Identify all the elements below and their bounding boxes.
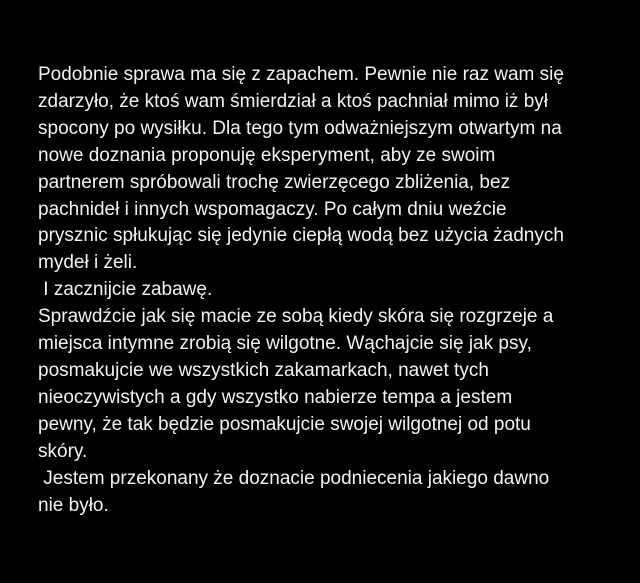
text-line: pachnideł i innych wspomagaczy. Po całym dniu weźcie [38, 198, 507, 220]
text-line: I zacznijcie zabawę. [38, 279, 213, 301]
text-line: zdarzyło, że ktoś wam śmierdział a ktoś pachniał mimo iż był [38, 90, 549, 112]
text-line: mydeł i żeli. [38, 252, 138, 274]
text-line: nowe doznania proponuję eksperyment, aby ze swoim [38, 144, 496, 166]
text-line: spocony po wysiłku. Dla tego tym odważniejszym otwartym na [38, 117, 562, 139]
text-line: Podobnie sprawa ma się z zapachem. Pewnie nie raz wam się [38, 64, 564, 85]
text-line: posmakujcie we wszystkich zakamarkach, nawet tych [38, 359, 489, 381]
text-line: pewny, że tak będzie posmakujcie swojej wilgotnej od potu [38, 413, 531, 435]
text-line: Jestem przekonany że doznacie podniecenia jakiego dawno [38, 467, 550, 489]
text-line: nieoczywistych a gdy wszystko nabierze tempa a jestem [38, 386, 513, 408]
text-line: nie było. [38, 494, 109, 516]
text-line: Sprawdźcie jak się macie ze sobą kiedy skóra się rozgrzeje a [38, 306, 554, 328]
text-line: prysznic spłukując się jedynie ciepłą wodą bez użycia żadnych [38, 225, 564, 247]
text-line: skóry. [38, 440, 88, 462]
text-body [38, 62, 628, 519]
text-line: partnerem spróbowali trochę zwierzęcego zbliżenia, bez [38, 171, 511, 193]
text-line: miejsca intymne zrobią się wilgotne. Wąchajcie się jak psy, [38, 333, 532, 355]
